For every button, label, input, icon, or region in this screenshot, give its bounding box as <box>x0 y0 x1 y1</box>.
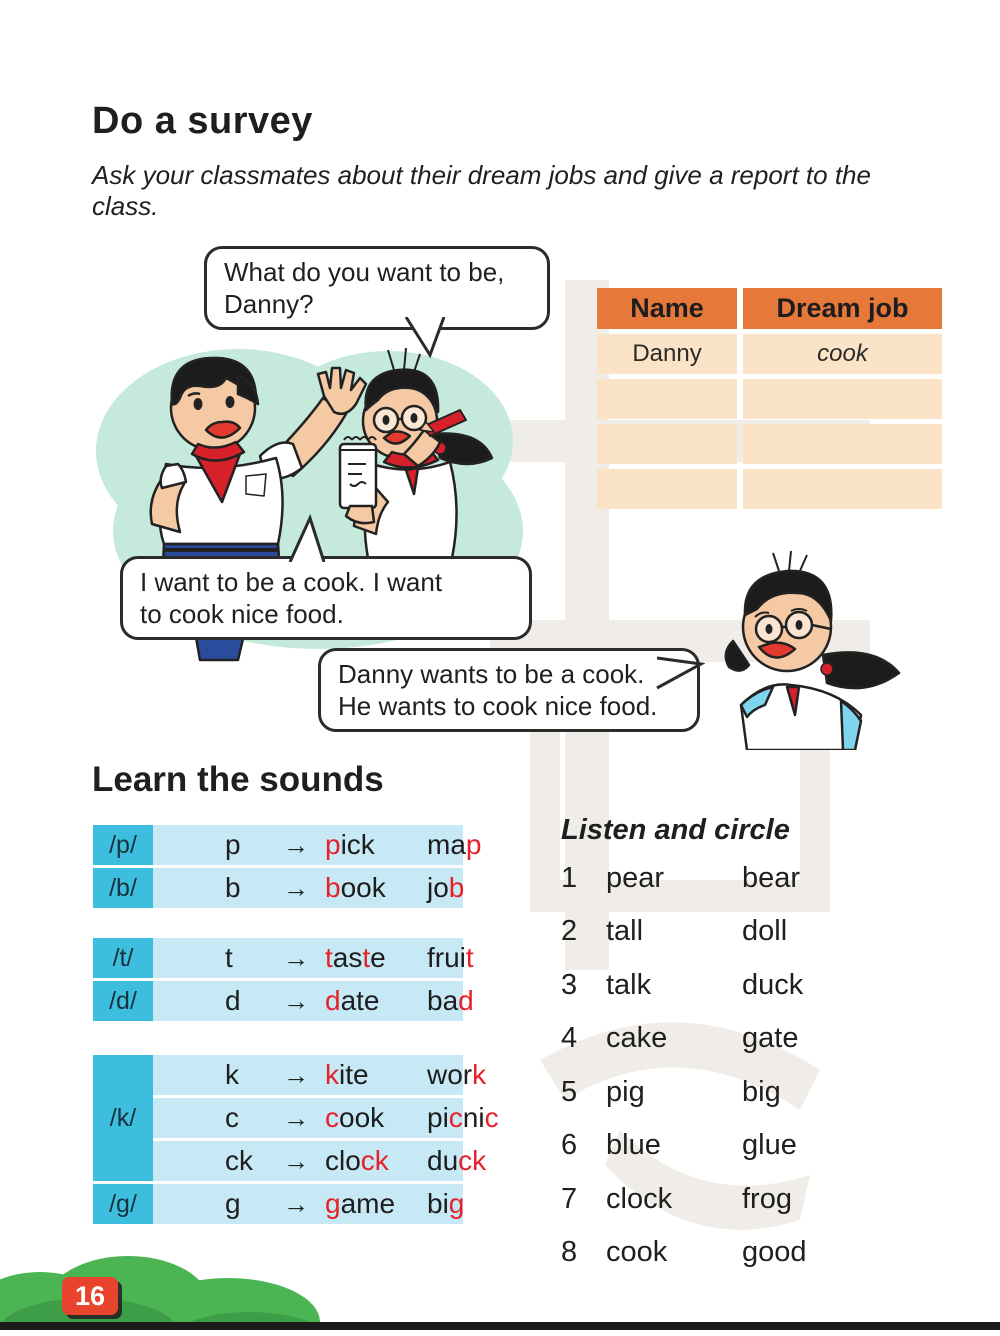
grapheme-t: t <box>225 942 233 973</box>
table-cell-job-2 <box>743 379 942 419</box>
page-bottom-edge <box>0 1322 1000 1330</box>
item-number: 1 <box>561 862 578 894</box>
example-word: game <box>325 1188 396 1219</box>
table-header-dream-job: Dream job <box>743 288 942 329</box>
table-cell-job-4 <box>743 469 942 509</box>
grapheme-d: d <box>225 985 241 1016</box>
item-number: 6 <box>561 1129 578 1161</box>
speech-bubble-answer <box>120 556 532 640</box>
item-word-1: blue <box>606 1129 661 1161</box>
example-word: duck <box>427 1145 487 1176</box>
table-cell-job-1: cook <box>743 334 942 374</box>
item-number: 4 <box>561 1022 578 1054</box>
phoneme-label-d: /d/ <box>93 981 153 1021</box>
question-line-1: What do you want to be, <box>224 257 505 287</box>
report-line-2: He wants to cook nice food. <box>338 691 658 721</box>
item-word-1: talk <box>606 969 652 1001</box>
answer-line-1: I want to be a cook. I want <box>140 567 443 597</box>
question-line-2: Danny? <box>224 289 314 319</box>
example-word: book <box>325 872 386 903</box>
example-word: job <box>427 872 465 903</box>
item-number: 8 <box>561 1236 578 1268</box>
list-item <box>561 1070 941 1124</box>
phonics-row-g <box>153 1184 463 1224</box>
speech-bubble-report <box>318 648 700 732</box>
grapheme-g: g <box>225 1188 241 1219</box>
item-number: 3 <box>561 969 578 1001</box>
answer-bubble-tail <box>282 514 334 562</box>
phoneme-label-g: /g/ <box>93 1184 153 1224</box>
reporter-girl-illustration <box>695 545 913 750</box>
table-cell-name-4 <box>597 469 737 509</box>
phonics-row-p <box>153 825 482 865</box>
item-word-2: glue <box>742 1129 797 1161</box>
phonics-row-t <box>153 938 474 978</box>
phoneme-label-k: /k/ <box>93 1055 153 1181</box>
list-item <box>561 1016 941 1070</box>
report-bubble-tail <box>655 650 705 696</box>
grapheme-b: b <box>225 872 241 903</box>
item-word-1: pear <box>606 862 665 894</box>
arrow-icon: → <box>283 1189 309 1219</box>
phonics-block-pb <box>93 825 482 908</box>
instruction-line-2: class. <box>92 191 159 221</box>
item-word-1: clock <box>606 1183 673 1215</box>
phoneme-label-p: /p/ <box>93 825 153 865</box>
arrow-icon: → <box>283 1060 309 1090</box>
item-word-2: duck <box>742 969 804 1001</box>
table-cell-job-3 <box>743 424 942 464</box>
list-item <box>561 963 941 1017</box>
phonics-block-kg <box>93 1055 499 1224</box>
listen-and-circle-list <box>561 856 941 1286</box>
report-line-1: Danny wants to be a cook. <box>338 659 645 689</box>
table-header-name: Name <box>597 288 737 329</box>
arrow-icon: → <box>283 873 309 903</box>
example-word: bad <box>427 985 474 1016</box>
item-word-1: tall <box>606 915 644 947</box>
item-word-2: good <box>742 1236 807 1268</box>
example-word: fruit <box>427 942 474 973</box>
phoneme-label-t: /t/ <box>93 938 153 978</box>
phonics-block-td <box>93 938 474 1021</box>
table-cell-name-2 <box>597 379 737 419</box>
example-word: big <box>427 1188 465 1219</box>
item-number: 5 <box>561 1076 578 1108</box>
example-word: clock <box>325 1145 389 1176</box>
item-word-2: doll <box>742 915 788 947</box>
example-word: cook <box>325 1102 385 1133</box>
example-word: kite <box>325 1059 369 1090</box>
arrow-icon: → <box>283 943 309 973</box>
phonics-row-d <box>153 981 474 1021</box>
list-item <box>561 1177 941 1231</box>
grapheme-k: k <box>225 1059 239 1090</box>
page-number-badge <box>62 1277 118 1315</box>
example-word: work <box>427 1059 487 1090</box>
sounds-section-title: Learn the sounds <box>92 760 384 799</box>
example-word: pick <box>325 829 375 860</box>
arrow-icon: → <box>283 986 309 1016</box>
list-item <box>561 856 941 910</box>
phonics-row-c <box>153 1098 499 1138</box>
example-word: picnic <box>427 1102 499 1133</box>
list-item <box>561 1230 941 1284</box>
listen-and-circle-title: Listen and circle <box>561 814 790 846</box>
phonics-row-b <box>153 868 463 908</box>
answer-line-2: to cook nice food. <box>140 599 344 629</box>
list-item <box>561 909 941 963</box>
phoneme-label-b: /b/ <box>93 868 153 908</box>
table-cell-name-1: Danny <box>597 334 737 374</box>
grapheme-p: p <box>225 829 241 860</box>
arrow-icon: → <box>283 830 309 860</box>
grapheme-c: c <box>225 1102 239 1133</box>
table-cell-name-3 <box>597 424 737 464</box>
question-bubble-tail <box>398 317 450 359</box>
list-item <box>561 1123 941 1177</box>
page-number: 16 <box>74 1280 106 1311</box>
arrow-icon: → <box>283 1146 309 1176</box>
item-word-1: cook <box>606 1236 668 1268</box>
arrow-icon: → <box>283 1103 309 1133</box>
example-word: taste <box>325 942 386 973</box>
item-number: 7 <box>561 1183 578 1215</box>
item-word-2: big <box>742 1076 781 1108</box>
example-word: map <box>427 829 482 860</box>
item-number: 2 <box>561 915 578 947</box>
instruction-text <box>92 160 871 222</box>
example-word: date <box>325 985 380 1016</box>
item-word-2: bear <box>742 862 801 894</box>
item-word-2: gate <box>742 1022 799 1054</box>
item-word-1: cake <box>606 1022 668 1054</box>
item-word-2: frog <box>742 1183 792 1215</box>
speech-bubble-question <box>204 246 550 330</box>
grapheme-ck: ck <box>225 1145 253 1176</box>
bush-illustration <box>0 1246 345 1330</box>
phonics-row-ck <box>153 1141 487 1181</box>
item-word-1: pig <box>606 1076 645 1108</box>
page-title: Do a survey <box>92 100 313 142</box>
phonics-row-k <box>153 1055 487 1095</box>
instruction-line-1: Ask your classmates about their dream jobs and give a report to the <box>92 160 871 190</box>
